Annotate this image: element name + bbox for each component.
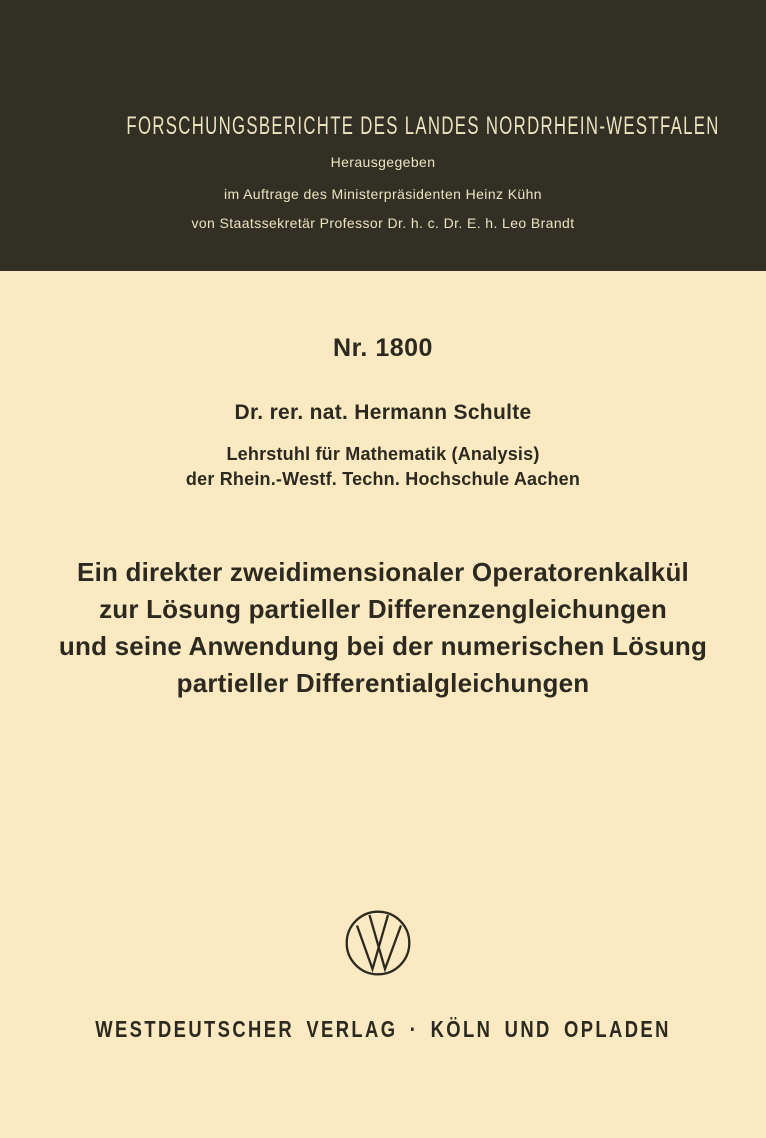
edited-label: Herausgegeben <box>330 154 436 170</box>
report-number: Nr. 1800 <box>333 334 433 362</box>
book-title-line: Ein direkter zweidimensionaler Operatorenkalkül <box>77 557 689 587</box>
commission-line: im Auftrage des Ministerpräsidenten Heinz Kühn <box>223 186 542 202</box>
series-title: FORSCHUNGSBERICHTE DES LANDES NORDRHEIN-WESTFALEN <box>126 112 720 140</box>
header-band <box>0 0 766 271</box>
publisher-imprint: WESTDEUTSCHER VERLAG · KÖLN UND OPLADEN <box>95 1016 671 1042</box>
author-affiliation-line2: der Rhein.-Westf. Techn. Hochschule Aachen <box>185 469 581 489</box>
author-name: Dr. rer. nat. Hermann Schulte <box>234 401 532 424</box>
book-title-line: partieller Differentialgleichungen <box>176 668 590 698</box>
book-title <box>0 554 766 702</box>
book-title-line: und seine Anwendung bei der numerischen Lösung <box>58 631 708 661</box>
secretary-line: von Staatssekretär Professor Dr. h. c. Dr. E. h. Leo Brandt <box>191 215 575 231</box>
book-title-line: zur Lösung partieller Differenzengleichungen <box>99 594 667 624</box>
w-monogram-circle-icon <box>345 910 411 976</box>
author-affiliation-line1: Lehrstuhl für Mathematik (Analysis) <box>226 444 540 464</box>
